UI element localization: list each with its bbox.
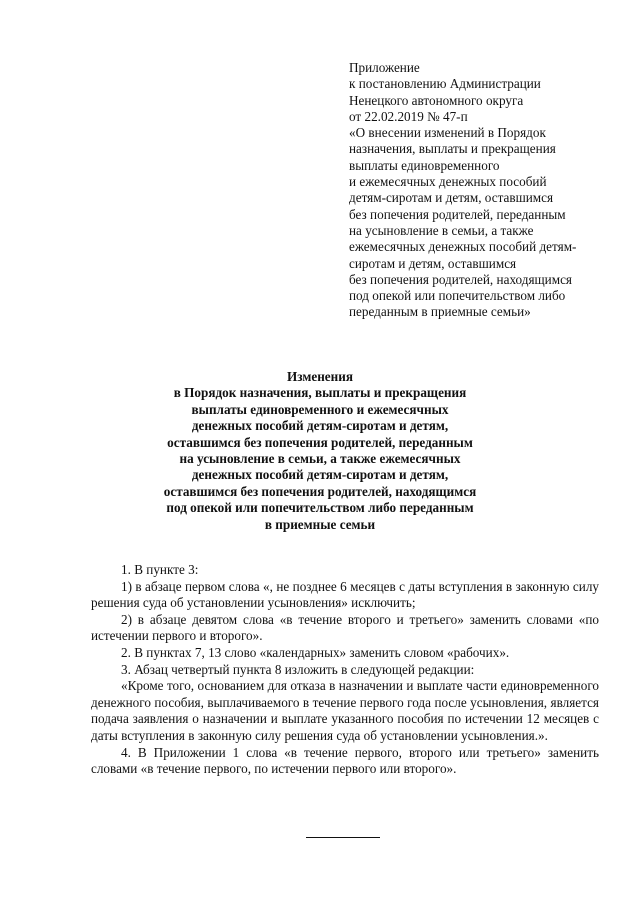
- paragraph-item-4: 4. В Приложении 1 слова «в течение первого, второго или третьего» заменить словами «в течение первого, по истечении первого или второго».: [91, 744, 599, 777]
- appendix-line: Ненецкого автономного округа: [349, 92, 524, 108]
- title-line: в приемные семьи: [264, 516, 376, 532]
- appendix-line: детям-сиротам и детям, оставшимся: [349, 190, 554, 206]
- appendix-header: [349, 60, 609, 321]
- appendix-line: назначения, выплаты и прекращения: [349, 141, 556, 157]
- title-line: денежных пособий детям-сиротам и детям,: [191, 418, 449, 434]
- paragraph-subitem-2: 2) в абзаце девятом слова «в течение второго и третьего» заменить словами «по истечении первого и второго».: [91, 611, 599, 644]
- title-line: в Порядок назначения, выплаты и прекращения: [173, 385, 467, 401]
- appendix-line: ежемесячных денежных пособий детям-: [349, 239, 577, 255]
- appendix-line: без попечения родителей, переданным: [349, 206, 566, 222]
- title-line: выплаты единовременного и ежемесячных: [191, 401, 449, 417]
- paragraph-quote: «Кроме того, основанием для отказа в назначении и выплате части единовременного денежного пособия, выплачиваемого в течение первого года после усыновления, является подача заявления о назначении и выплате указанного пособия по истечении 12 месяцев с даты вступления в законную силу решения суда об установлении усыновления.».: [91, 678, 599, 743]
- title-line: Изменения: [287, 369, 353, 384]
- document-title: [110, 369, 530, 533]
- paragraph-subitem-1: 1) в абзаце первом слова «, не позднее 6 месяцев с даты вступления в законную силу решения суда об установлении усыновления» исключить;: [91, 578, 599, 611]
- title-line: под опекой или попечительством либо переданным: [166, 500, 474, 516]
- document-body: [91, 562, 599, 778]
- appendix-line: и ежемесячных денежных пособий: [349, 174, 547, 190]
- appendix-line: от 22.02.2019 № 47-п: [349, 108, 468, 124]
- appendix-line: сиротам и детям, оставшимся: [349, 255, 517, 271]
- appendix-line: под опекой или попечительством либо: [349, 288, 566, 304]
- paragraph-item-2: 2. В пунктах 7, 13 слово «календарных» заменить словом «рабочих».: [121, 644, 510, 660]
- appendix-line: Приложение: [349, 60, 420, 75]
- paragraph-item-3: 3. Абзац четвертый пункта 8 изложить в следующей редакции:: [121, 661, 475, 677]
- closing-divider: [306, 837, 380, 838]
- appendix-line: переданным в приемные семьи»: [349, 304, 531, 320]
- title-line: оставшимся без попечения родителей, находящимся: [163, 483, 477, 499]
- appendix-line: на усыновление в семьи, а также: [349, 222, 534, 238]
- appendix-line: без попечения родителей, находящимся: [349, 271, 572, 287]
- paragraph-item-1: 1. В пункте 3:: [121, 562, 199, 577]
- appendix-line: выплаты единовременного: [349, 157, 500, 173]
- title-line: денежных пособий детям-сиротам и детям,: [191, 467, 449, 483]
- appendix-line: к постановлению Администрации: [349, 76, 541, 92]
- title-line: на усыновление в семьи, а также ежемесячных: [179, 451, 461, 467]
- appendix-line: «О внесении изменений в Порядок: [349, 125, 546, 141]
- title-line: оставшимся без попечения родителей, переданным: [167, 434, 473, 450]
